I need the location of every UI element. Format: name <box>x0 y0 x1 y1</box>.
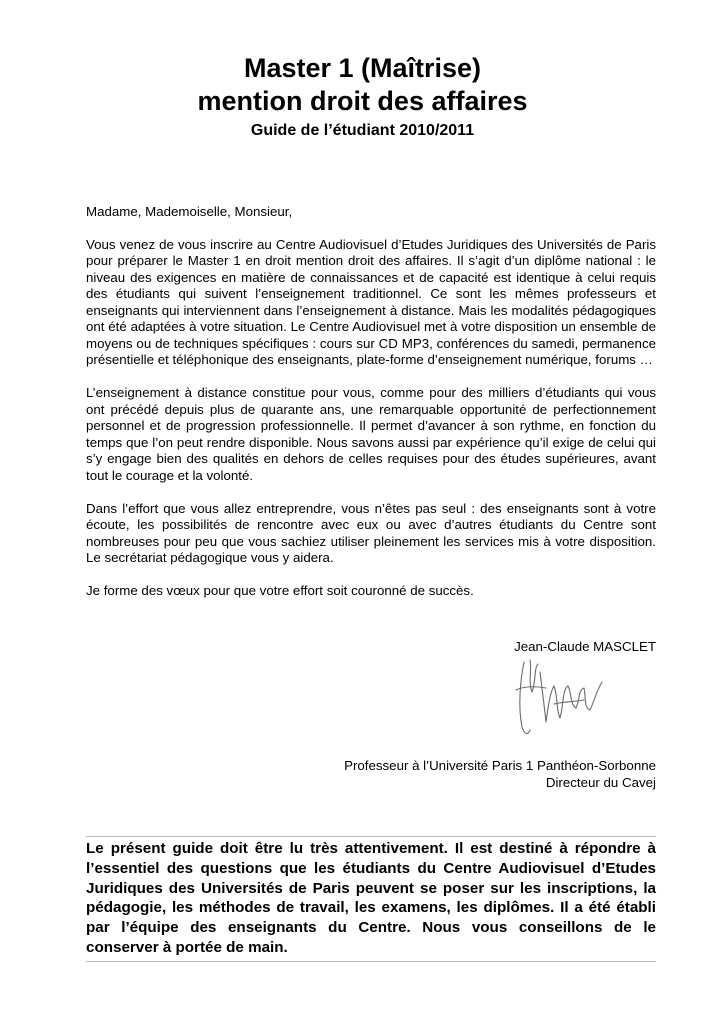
welcome-letter <box>86 204 656 616</box>
signature-strokes <box>516 660 602 734</box>
letter-paragraph-1: Vous venez de vous inscrire au Centre Audiovisuel d’Etudes Juridiques des Universités de Paris pour préparer le Master 1 en droit mention droit des affaires. Il s’agit d’un diplôme national : le niveau des exigences en matière de connaissances et de capacité est identique à celui requis des étudiants qui suivent l’enseignement traditionnel. Ce sont les mêmes professeurs et enseignants qui interviennent dans l’enseignement à distance. Mais les modalités pédagogiques ont été adaptées à votre situation. Le Centre Audiovisuel met à votre disposition un ensemble de moyens ou de techniques spécifiques : cours sur CD MP3, conférences du samedi, permanence présentielle et téléphonique des enseignants, plate-forme d’enseignement numérique, forums … <box>86 236 656 367</box>
title-block <box>0 52 725 142</box>
guide-notice: Le présent guide doit être lu très attentivement. Il est destiné à répondre à l’essentiel des questions que les étudiants du Centre Audiovisuel d’Etudes Juridiques des Universités de Paris peuvent se poser sur les inscriptions, la pédagogie, les méthodes de travail, les examens, les diplômes. Il a été établi par l’équipe des enseignants du Centre. Nous vous conseillons de le conserver à portée de main. <box>86 836 656 962</box>
signer-role: Directeur du Cavej <box>545 774 656 790</box>
document-title-line-2: mention droit des affaires <box>197 86 528 116</box>
handwritten-signature <box>510 652 610 742</box>
letter-salutation: Madame, Mademoiselle, Monsieur, <box>86 204 293 219</box>
document-title-line-1: Master 1 (Maîtrise) <box>243 53 482 83</box>
document-subtitle: Guide de l’étudiant 2010/2011 <box>250 122 475 139</box>
signer-name: Jean-Claude MASCLET <box>514 639 656 654</box>
letter-paragraph-4: Je forme des vœux pour que votre effort soit couronné de succès. <box>86 583 474 598</box>
letter-paragraph-3: Dans l’effort que vous allez entreprendre, vous n’êtes pas seul : des enseignants sont à votre écoute, les possibilités de rencontre avec eux ou avec d’autres étudiants du Centre sont nombreuses pour peu que vous sachiez utiliser pleinement les services mis à votre disposition. Le secrétariat pédagogique vous y aidera. <box>86 500 656 565</box>
signer-title <box>344 758 656 791</box>
signer-position: Professeur à l’Université Paris 1 Panthéon-Sorbonne <box>344 758 656 773</box>
letter-paragraph-2: L’enseignement à distance constitue pour vous, comme pour des milliers d’étudiants qui vous ont précédé depuis plus de quarante ans, une remarquable opportunité de perfectionnement personnel et de progression professionnelle. Il permet d’avancer à son rythme, en fonction du temps que l’on peut rendre disponible. Nous savons aussi par expérience qu’il exige de celui qui s’y engage bien des qualités en dehors de celles requises pour des études supérieures, avant tout le courage et la volonté. <box>86 385 656 483</box>
